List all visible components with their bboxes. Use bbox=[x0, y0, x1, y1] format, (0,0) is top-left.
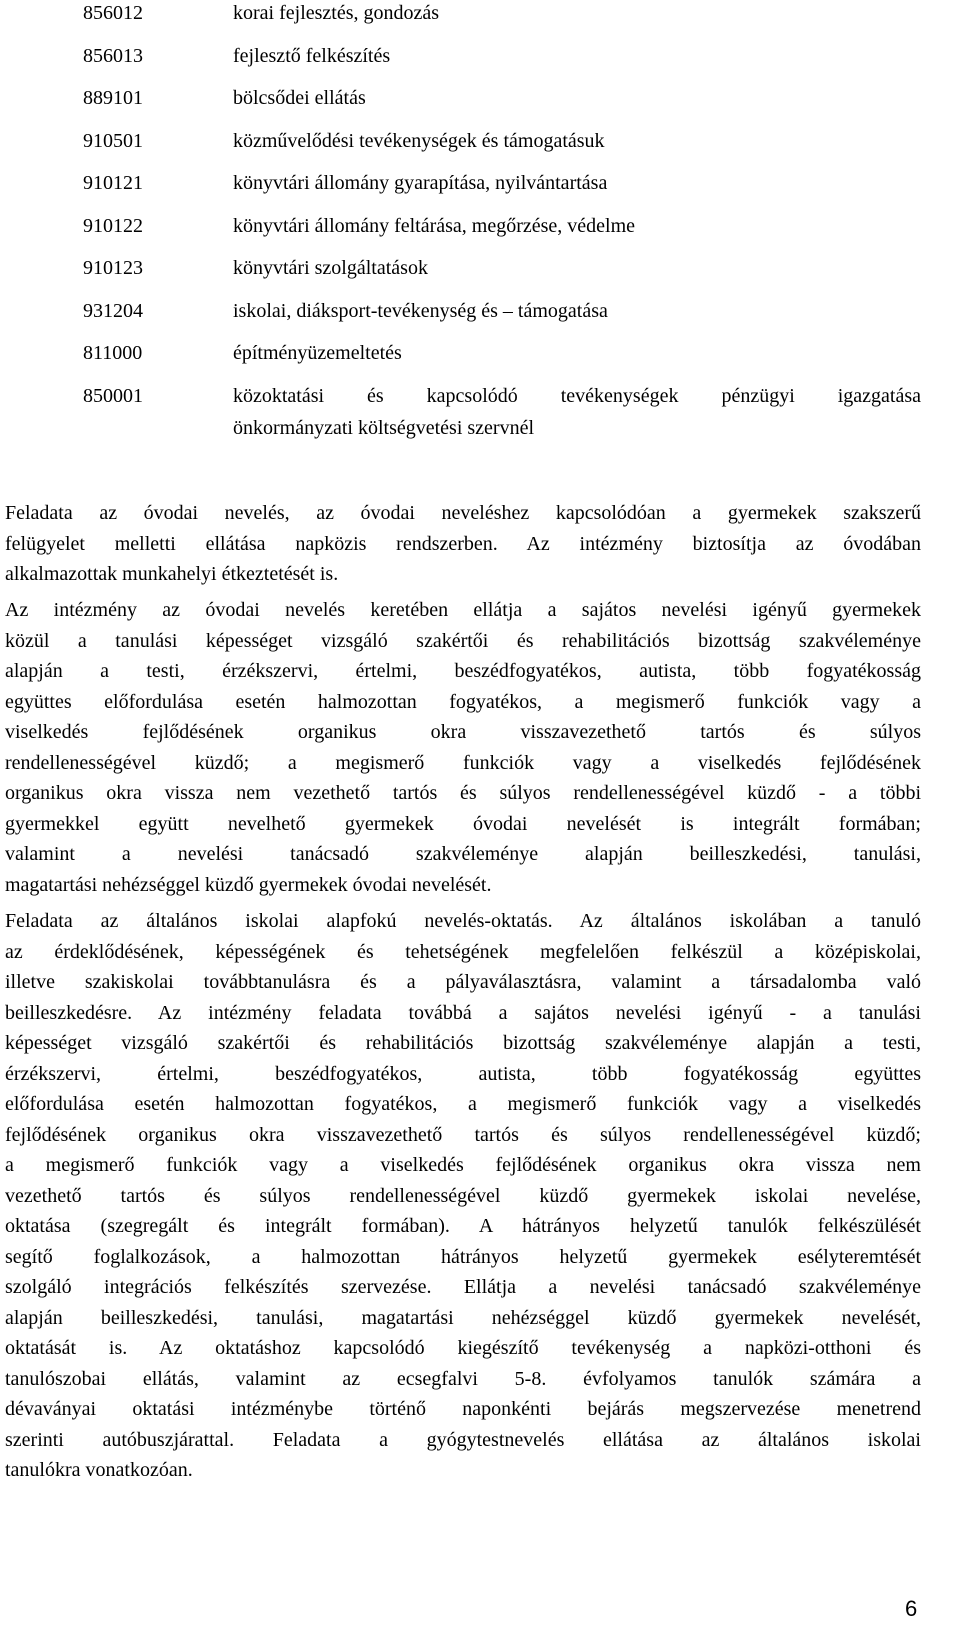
activity-code: 910501 bbox=[83, 129, 143, 152]
text-line: Feladata az általános iskolai alapfokú nevelés-oktatás. Az általános iskolában a tanuló bbox=[5, 910, 921, 932]
activity-description: könyvtári állomány gyarapítása, nyilvántartása bbox=[233, 172, 608, 194]
text-line: együttes előfordulása esetén halmozottan fogyatékos, a megismerő funkciók vagy a bbox=[5, 690, 921, 713]
activity-code: 856013 bbox=[83, 44, 143, 67]
activity-description: korai fejlesztés, gondozás bbox=[233, 2, 440, 24]
text-line: szerinti autóbuszjárattal. Feladata a gyógytestnevelés ellátása az általános iskolai bbox=[5, 1428, 921, 1451]
text-line: valamint a nevelési tanácsadó szakvéleménye alapján beilleszkedési, tanulási, bbox=[5, 843, 921, 865]
activity-description: bölcsődei ellátás bbox=[233, 87, 366, 109]
text-line: viselkedés fejlődésének organikus okra visszavezethető tartós és súlyos bbox=[5, 721, 921, 743]
text-line: a megismerő funkciók vagy a viselkedés fejlődésének organikus okra vissza nem bbox=[5, 1154, 921, 1176]
text-line: előfordulása esetén halmozottan fogyatékos, a megismerő funkciók vagy a viselkedés bbox=[5, 1093, 921, 1115]
paragraph-special-needs-kindergarten bbox=[5, 595, 921, 900]
activity-code: 910121 bbox=[83, 172, 143, 194]
activity-description: építményüzemeltetés bbox=[233, 342, 402, 364]
activity-description-continued: önkormányzati költségvetési szervnél bbox=[233, 416, 535, 439]
activity-description: iskolai, diáksport-tevékenység és – támogatása bbox=[233, 299, 608, 322]
activity-code: 889101 bbox=[83, 87, 143, 109]
text-line: alapján a testi, érzékszervi, értelmi, beszédfogyatékos, autista, több fogyatékosság bbox=[5, 660, 921, 682]
text-line: Feladata az óvodai nevelés, az óvodai neveléshez kapcsolódóan a gyermekek szakszerű bbox=[5, 502, 921, 524]
activity-description: könyvtári szolgáltatások bbox=[233, 257, 428, 279]
text-line: az érdeklődésének, képességének és tehetségének megfelelően felkészül a középiskolai, bbox=[5, 940, 921, 963]
text-line: érzékszervi, értelmi, beszédfogyatékos, autista, több fogyatékosság együttes bbox=[5, 1062, 921, 1085]
page-number: 6 bbox=[905, 1596, 918, 1621]
paragraph-primary-school bbox=[5, 906, 921, 1486]
activity-code: 910123 bbox=[83, 257, 143, 279]
text-line: képességet vizsgáló szakértői és rehabilitációs bizottság szakvéleménye alapján a testi, bbox=[5, 1032, 921, 1054]
text-line: rendellenességével küzdő; a megismerő funkciók vagy a viselkedés fejlődésének bbox=[5, 751, 921, 774]
activity-code: 811000 bbox=[83, 342, 143, 364]
text-line: fejlődésének organikus okra visszavezethető tartós és súlyos rendellenességével küzdő; bbox=[5, 1123, 921, 1146]
text-line: közül a tanulási képességet vizsgáló szakértői és rehabilitációs bizottság szakvéleménye bbox=[5, 629, 921, 652]
activity-description: fejlesztő felkészítés bbox=[233, 44, 391, 67]
text-line: felügyelet melletti ellátása napközis rendszerben. Az intézmény biztosítja az óvodában bbox=[5, 532, 921, 555]
text-line: dévaványai oktatási intézménybe történő naponkénti bejárás megszervezése menetrend bbox=[5, 1398, 921, 1420]
paragraph-kindergarten bbox=[5, 498, 921, 590]
text-line: alapján beilleszkedési, tanulási, magatartási nehézséggel küzdő gyermekek nevelését, bbox=[5, 1306, 921, 1329]
text-line: oktatása (szegregált és integrált formában). A hátrányos helyzetű tanulók felkészülését bbox=[5, 1215, 921, 1237]
activity-description: közoktatási és kapcsolódó tevékenységek pénzügyi igazgatása bbox=[233, 384, 921, 407]
text-line: tanulószobai ellátás, valamint az ecsegfalvi 5-8. évfolyamos tanulók számára a bbox=[5, 1367, 921, 1390]
text-line: szolgáló integrációs felkészítés szervezése. Ellátja a nevelési tanácsadó szakvéleménye bbox=[5, 1276, 921, 1298]
text-line: organikus okra vissza nem vezethető tartós és súlyos rendellenességével küzdő - a többi bbox=[5, 782, 921, 804]
activity-code: 910122 bbox=[83, 214, 143, 237]
text-line: segítő foglalkozások, a halmozottan hátrányos helyzetű gyermekek esélyteremtését bbox=[5, 1245, 921, 1268]
text-line: oktatását is. Az oktatáshoz kapcsolódó kiegészítő tevékenység a napközi-otthoni és bbox=[5, 1337, 921, 1359]
text-line: vezethető tartós és súlyos rendellenességével küzdő gyermekek iskolai nevelése, bbox=[5, 1184, 921, 1207]
text-line: beilleszkedésre. Az intézmény feladata továbbá a sajátos nevelési igényű - a tanulási bbox=[5, 1001, 921, 1024]
activity-description: közművelődési tevékenységek és támogatásuk bbox=[233, 129, 605, 152]
text-line: tanulókra vonatkozóan. bbox=[5, 1459, 193, 1481]
text-line: illetve szakiskolai továbbtanulásra és a pályaválasztásra, valamint a társadalomba való bbox=[5, 971, 921, 993]
text-line: magatartási nehézséggel küzdő gyermekek óvodai nevelését. bbox=[5, 873, 492, 896]
activity-code: 856012 bbox=[83, 2, 143, 24]
text-line: gyermekkel együtt nevelhető gyermekek óvodai nevelését is integrált formában; bbox=[5, 812, 921, 835]
activity-code: 931204 bbox=[83, 299, 143, 322]
text-line: Az intézmény az óvodai nevelés keretében ellátja a sajátos nevelési igényű gyermekek bbox=[5, 599, 921, 621]
activity-code: 850001 bbox=[83, 384, 143, 407]
activity-description: könyvtári állomány feltárása, megőrzése, védelme bbox=[233, 214, 636, 237]
text-line: alkalmazottak munkahelyi étkeztetését is. bbox=[5, 563, 339, 585]
